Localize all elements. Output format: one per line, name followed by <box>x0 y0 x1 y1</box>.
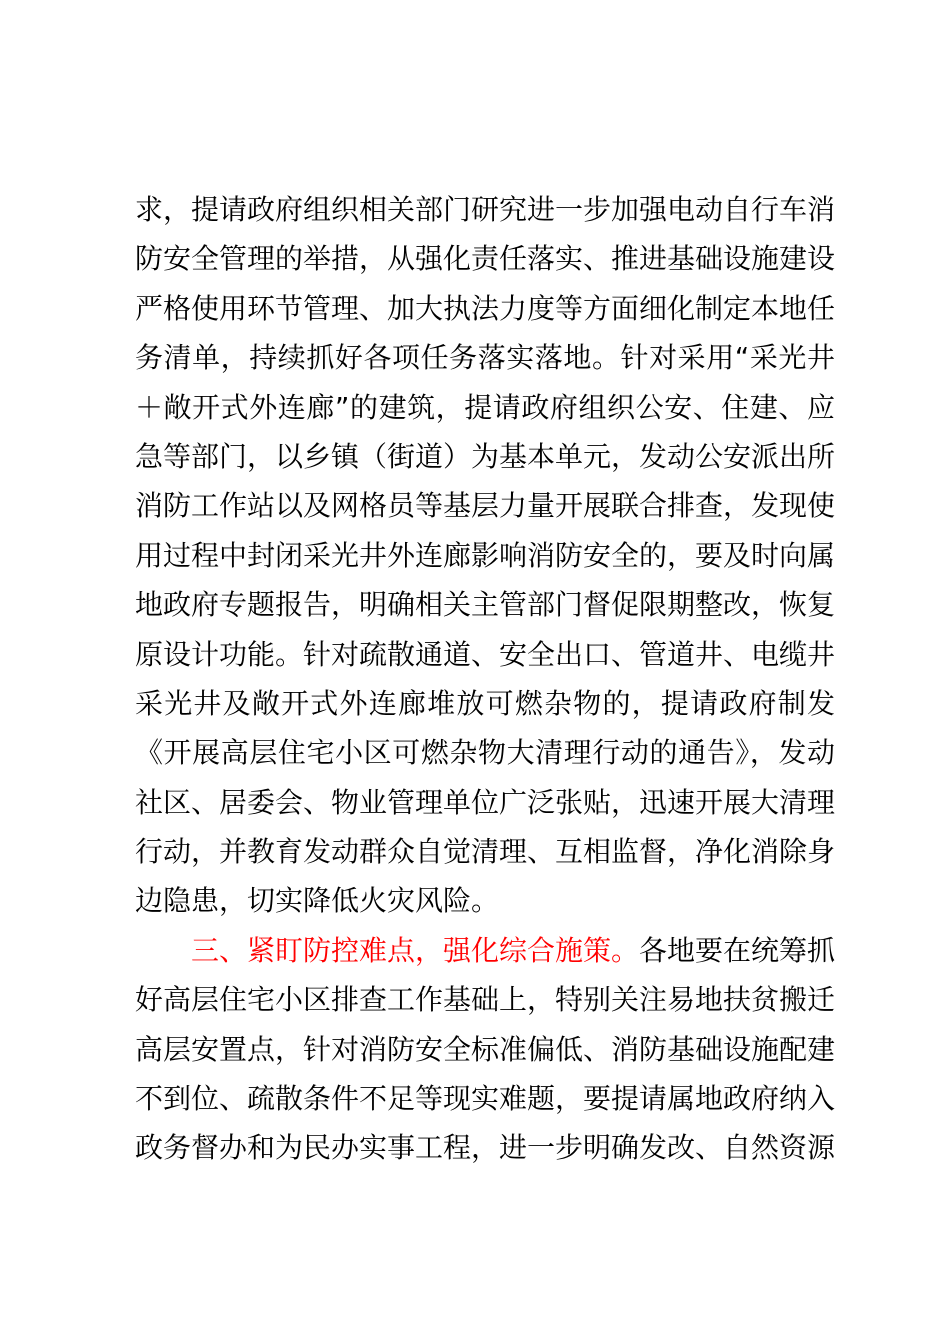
section-text: 各地要在统筹抓 <box>639 933 836 967</box>
paragraph-line: 《开展高层住宅小区可燃杂物大清理行动的通告》，发动 <box>135 736 835 770</box>
paragraph-line: 急等部门，以乡镇（街道）为基本单元，发动公安派出所 <box>135 439 836 473</box>
paragraph-line: 不到位、疏散条件不足等现实难题，要提请属地政府纳入 <box>135 1082 836 1116</box>
section-heading: 三、紧盯防控难点，强化综合施策。 <box>191 933 640 967</box>
paragraph-line: 地政府专题报告，明确相关主管部门督促限期整改，恢复 <box>135 588 836 622</box>
paragraph-line: 防安全管理的举措，从强化责任落实、推进基础设施建设 <box>135 242 836 276</box>
paragraph-line: 好高层住宅小区排查工作基础上，特别关注易地扶贫搬迁 <box>135 983 836 1017</box>
paragraph-line: 务清单，持续抓好各项任务落实落地。针对采用“采光井 <box>135 341 835 375</box>
paragraph-line: 原设计功能。针对疏散通道、安全出口、管道井、电缆井 <box>135 637 836 671</box>
paragraph-line: 严格使用环节管理、加大执法力度等方面细化制定本地任 <box>135 291 836 325</box>
paragraph-line: 政务督办和为民办实事工程，进一步明确发改、自然资源 <box>135 1131 836 1165</box>
body-text <box>135 185 835 1173</box>
paragraph-line: 消防工作站以及网格员等基层力量开展联合排查，发现使 <box>135 489 836 523</box>
paragraph-line: ＋敞开式外连廊”的建筑，提请政府组织公安、住建、应 <box>135 390 835 424</box>
paragraph-line: 求，提请政府组织相关部门研究进一步加强电动自行车消 <box>135 193 836 226</box>
paragraph-line: 边隐患，切实降低火灾风险。 <box>135 884 500 918</box>
paragraph-line: 采光井及敞开式外连廊堆放可燃杂物的，提请政府制发 <box>135 686 835 720</box>
paragraph-line: 行动，并教育发动群众自觉清理、互相监督，净化消除身 <box>135 835 836 869</box>
paragraph-line: 用过程中封闭采光井外连廊影响消防安全的，要及时向属 <box>135 538 836 572</box>
paragraph-line: 社区、居委会、物业管理单位广泛张贴，迅速开展大清理 <box>135 785 836 819</box>
paragraph-line: 高层安置点，针对消防安全标准偏低、消防基础设施配建 <box>135 1032 836 1066</box>
section-heading-line <box>135 926 835 975</box>
